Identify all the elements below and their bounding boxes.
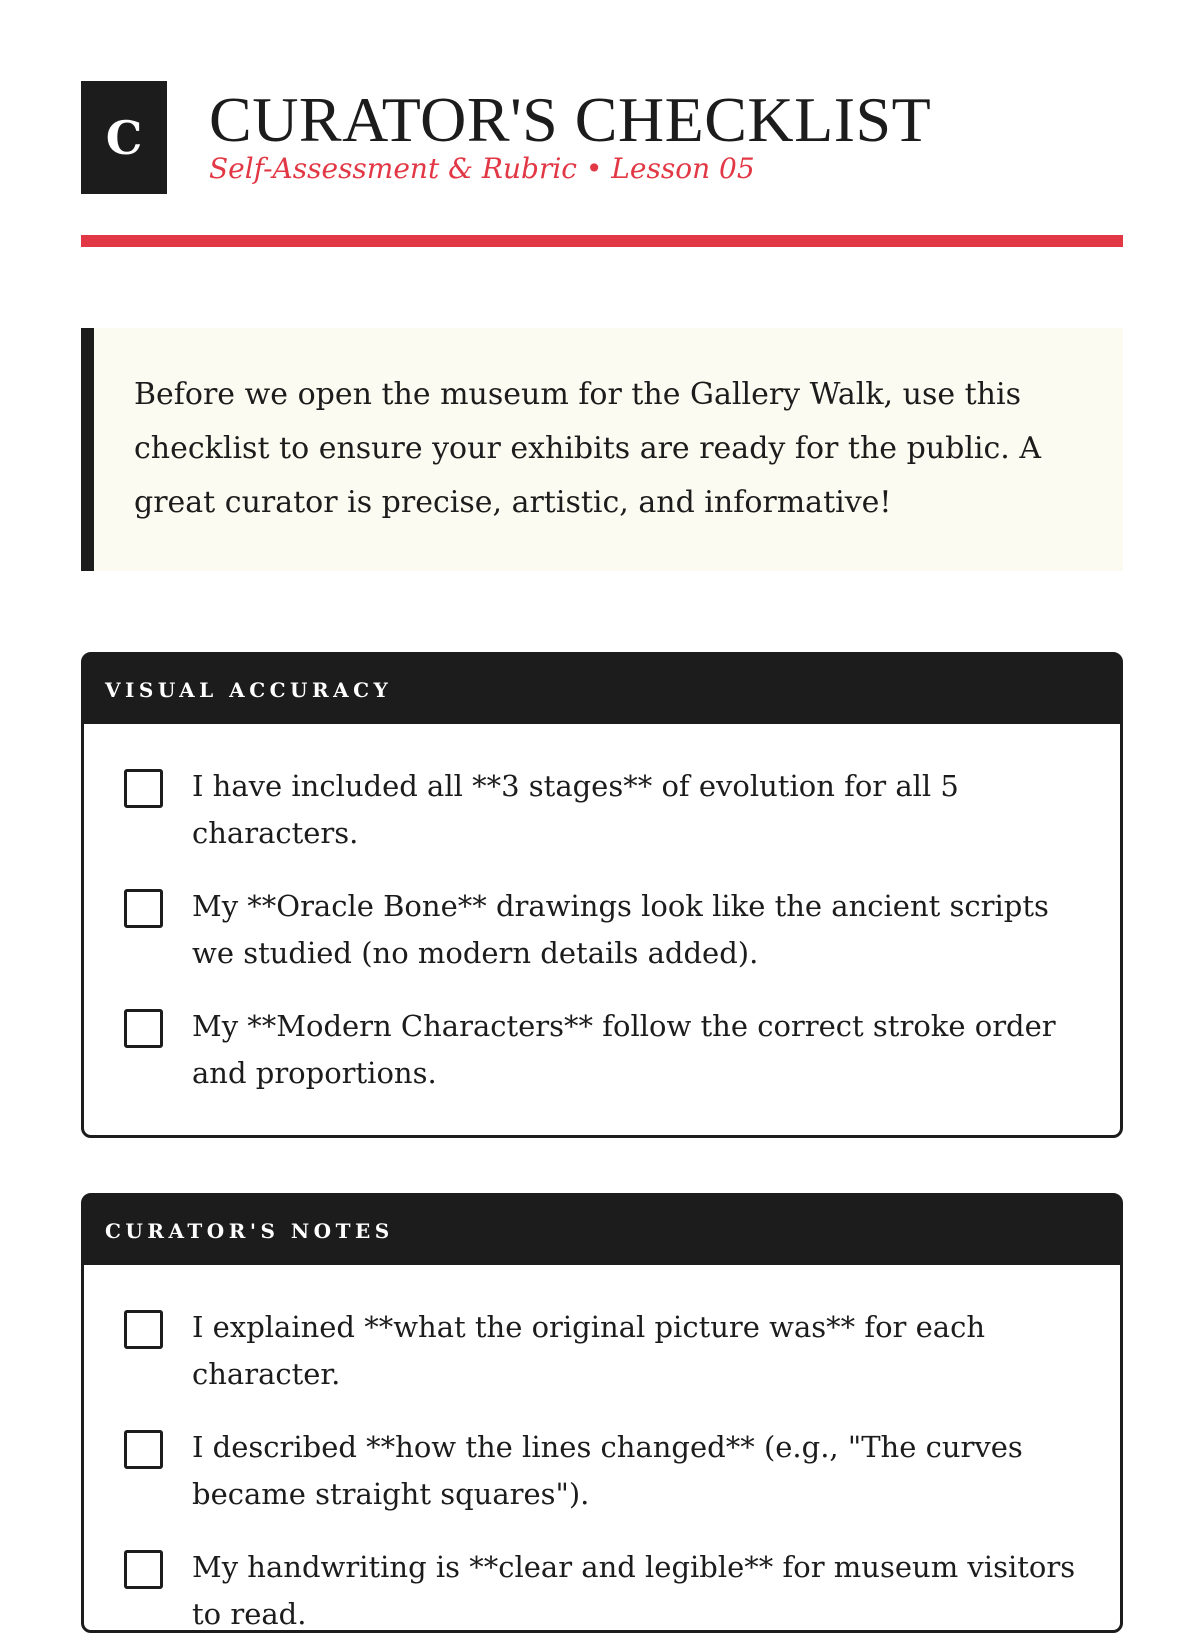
header-divider <box>81 235 1123 247</box>
checkbox[interactable] <box>124 889 163 928</box>
checklist-item[interactable] <box>84 883 1120 977</box>
page-title: CURATOR'S CHECKLIST <box>209 84 932 155</box>
checklist-item[interactable] <box>84 763 1120 857</box>
checklist <box>84 1265 1120 1638</box>
checkbox[interactable] <box>124 1550 163 1589</box>
checklist-item-text: My **Modern Characters** follow the correct stroke order and proportions. <box>192 1009 1056 1090</box>
section-heading: VISUAL ACCURACY <box>84 655 1120 724</box>
checkbox[interactable] <box>124 1009 163 1048</box>
page-subtitle: Self-Assessment & Rubric • Lesson 05 <box>209 152 755 185</box>
checklist-item[interactable] <box>84 1304 1120 1398</box>
checklist-item-text: I have included all **3 stages** of evolution for all 5 characters. <box>192 769 959 850</box>
section-heading: CURATOR'S NOTES <box>84 1196 1120 1265</box>
checklist <box>84 724 1120 1097</box>
checklist-item-text: My handwriting is **clear and legible** for museum visitors to read. <box>192 1550 1076 1631</box>
checklist-item[interactable] <box>84 1424 1120 1518</box>
logo-badge: C <box>81 81 167 194</box>
checkbox[interactable] <box>124 1430 163 1469</box>
intro-callout <box>81 328 1123 571</box>
section-curators-notes <box>81 1193 1123 1633</box>
checklist-item[interactable] <box>84 1544 1120 1638</box>
checkbox[interactable] <box>124 769 163 808</box>
checklist-item-text: I explained **what the original picture was** for each character. <box>192 1310 985 1391</box>
checklist-item[interactable] <box>84 1003 1120 1097</box>
intro-text: Before we open the museum for the Gallery Walk, use this checklist to ensure your exhibits are ready for the public. A great curator is precise, artistic, and informative! <box>134 377 1042 520</box>
checklist-item-text: I described **how the lines changed** (e.g., "The curves became straight squares"). <box>192 1430 1023 1511</box>
checklist-item-text: My **Oracle Bone** drawings look like the ancient scripts we studied (no modern details added). <box>192 889 1049 970</box>
checkbox[interactable] <box>124 1310 163 1349</box>
section-visual-accuracy <box>81 652 1123 1138</box>
